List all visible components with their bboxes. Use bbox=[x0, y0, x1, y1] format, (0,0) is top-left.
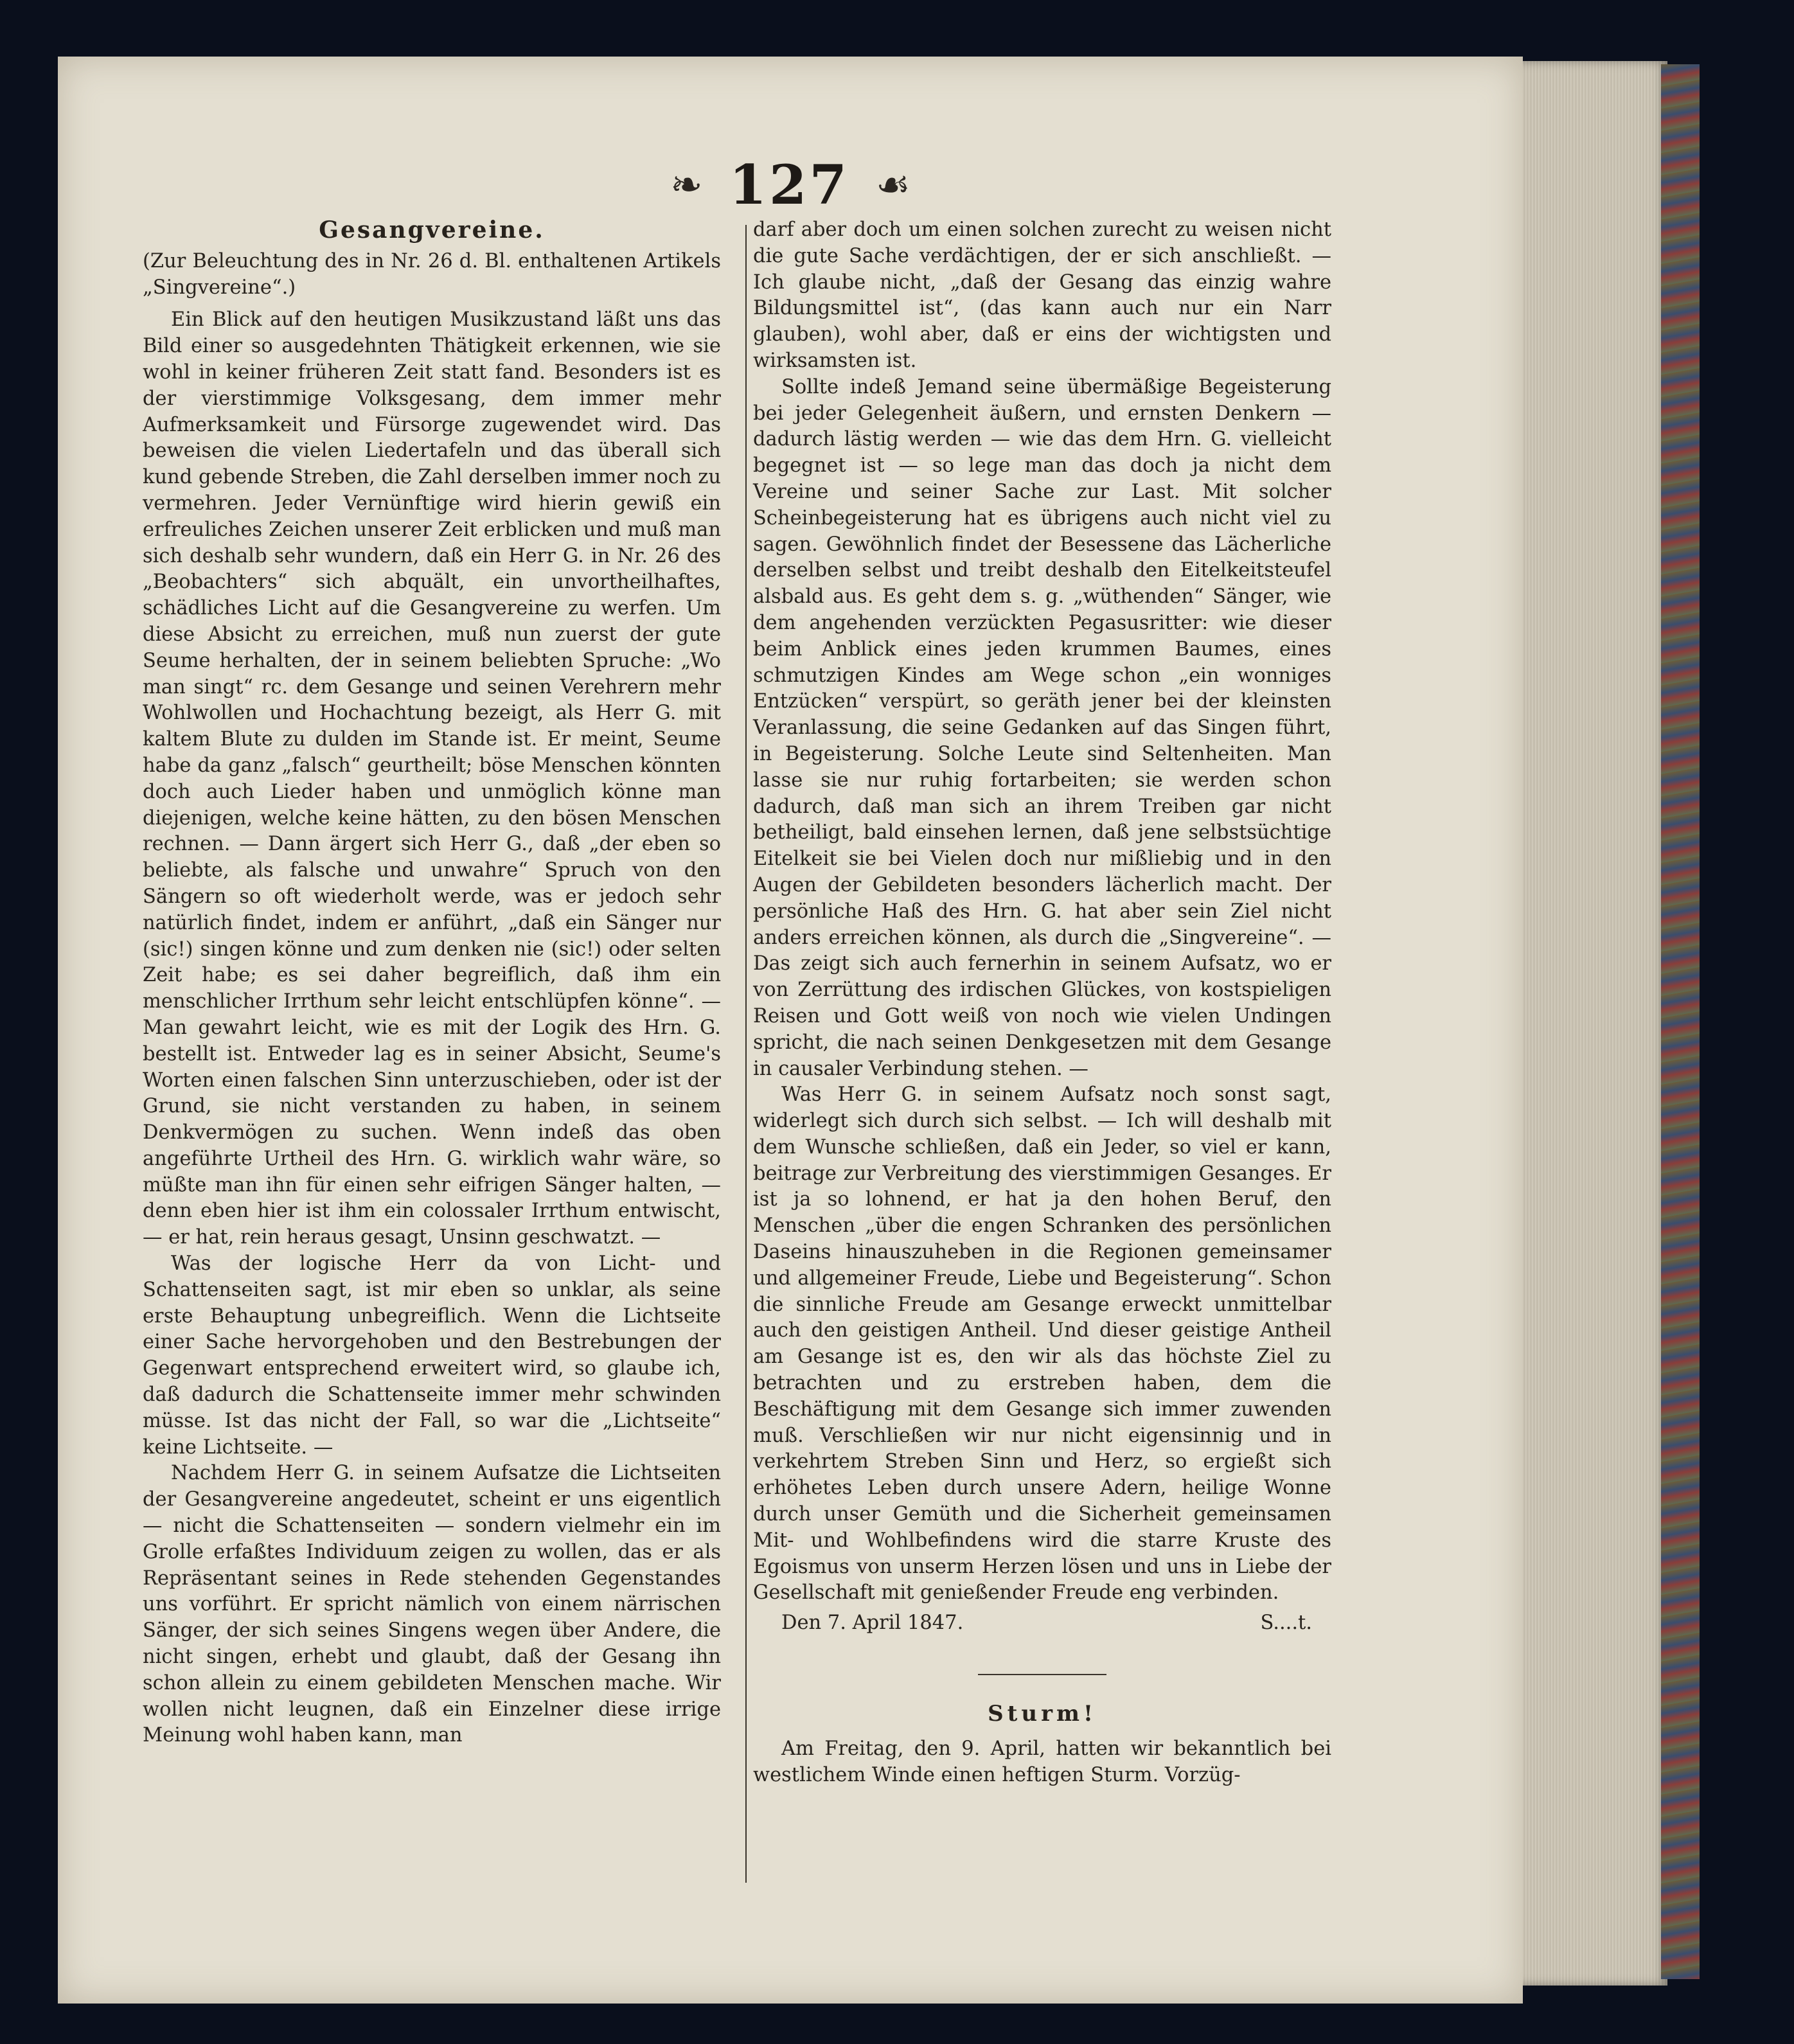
page-edges bbox=[1510, 61, 1667, 1986]
paragraph: Sollte indeß Jemand seine übermäßige Begeisterung bei jeder Gelegenheit äußern, und ernsten Denkern — dadurch lästig werden — wie das dem Hrn. G. vielleicht begegnet ist — so lege man das doch ja nicht dem Vereine und seiner Sache zur Last. Mit solcher Scheinbegeisterung hat es übrigens auch nicht viel zu sagen. Gewöhnlich findet der Besessene das Lächerliche derselben selbst und treibt deshalb den Eitelkeitsteufel alsbald aus. Es geht dem s. g. „wüthenden“ Sänger, wie dem angehenden verzückten Pegasusritter: wie dieser beim Anblick eines jeden krummen Baumes, eines schmutzigen Kindes am Wege schon „ein wonniges Entzücken“ verspürt, so geräth jener bei der kleinsten Veranlassung, die seine Gedanken auf das Singen führt, in Begeisterung. Solche Leute sind Seltenheiten. Man lasse sie nur ruhig fortarbeiten; sie werden schon dadurch, daß man sich an ihrem Treiben gar nicht betheiligt, bald einsehen lernen, daß jene selbstsüchtige Eitelkeit sie bei Vielen doch nur mißliebig und in den Augen der Gebildeten besonders lächerlich macht. Der persönliche Haß des Hrn. G. hat aber sein Ziel nicht anders erreichen können, als durch die „Singvereine“. — Das zeigt sich auch fernerhin in seinem Aufsatz, wo er von Zerrüttung des irdischen Glückes, von kostspieligen Reisen und Gott weiß von noch wie vielen Undingen spricht, die nach seinen Denkgesetzen mit dem Gesange in causaler Verbindung stehen. — bbox=[753, 375, 1331, 1080]
paragraph: darf aber doch um einen solchen zurecht zu weisen nicht die gute Sache verdächtigen, der er sich anschließt. — Ich glaube nicht, „daß der Gesang das einzig wahre Bildungsmittel ist“, (das kann auch nur ein Narr glauben), wohl aber, daß er eins der wichtigsten und wirksamsten ist. bbox=[753, 218, 1331, 372]
marbled-cover bbox=[1661, 64, 1700, 1979]
paragraph: Am Freitag, den 9. April, hatten wir bekanntlich bei westlichem Winde einen heftigen Sturm. Vorzüg- bbox=[753, 1737, 1331, 1786]
dateline bbox=[753, 1610, 1331, 1637]
ornament-right-icon: ☙ bbox=[876, 162, 910, 208]
article-signature: S....t. bbox=[1260, 1612, 1312, 1635]
article-date: Den 7. April 1847. bbox=[781, 1612, 964, 1635]
book-page bbox=[58, 57, 1523, 2004]
paragraph: Was Herr G. in seinem Aufsatz noch sonst sagt, widerlegt sich durch sich selbst. — Ich will deshalb mit dem Wunsche schließen, daß ein Jeder, so viel er kann, beitrage zur Verbreitung des vierstimmigen Gesanges. Er ist ja so lohnend, er hat ja den hohen Beruf, den Menschen „über die engen Schranken des persönlichen Daseins hinauszuheben in die Regionen gemeinsamer und allgemeiner Freude, Liebe und Begeisterung“. Schon die sinnliche Freude am Gesange erweckt unmittelbar auch den geistigen Antheil. Und dieser geistige Antheil am Gesange ist es, den wir als das höchste Ziel zu betrachten und zu erstreben haben, dem die Beschäftigung mit dem Gesange sich immer zuwenden muß. Verschließen wir nur nicht eigensinnig und in verkehrtem Streben Sinn und Herz, so ergießt sich erhöhetes Leben durch unsere Adern, heilige Wonne durch unser Gemüth und die Sicherheit gemeinsamen Mit- und Wohlbefindens wird die starre Kruste des Egoismus von unserm Herzen lösen und uns in Liebe der Gesellschaft mit genießender Freude eng verbinden. bbox=[753, 1083, 1331, 1604]
paragraph: Was der logische Herr da von Licht- und Schattenseiten sagt, ist mir eben so unklar, als seine erste Behauptung unbegreiflich. Wenn die Lichtseite einer Sache hervorgehoben und den Bestrebungen der Gegenwart entsprechend erweitert wird, so glaube ich, daß dadurch die Schattenseite immer mehr schwinden müsse. Ist das nicht der Fall, so war die „Lichtseite“ keine Lichtseite. — bbox=[143, 1252, 721, 1459]
page-number: 127 bbox=[729, 153, 849, 217]
article-title: Gesangvereine. bbox=[319, 217, 545, 244]
article-subtitle: (Zur Beleuchtung des in Nr. 26 d. Bl. enthaltenen Artikels „Singvereine“.) bbox=[143, 249, 721, 299]
ornament-left-icon: ❧ bbox=[670, 162, 703, 208]
paragraph: Nachdem Herr G. in seinem Aufsatze die Lichtseiten der Gesangvereine angedeutet, scheint er uns eigentlich — nicht die Schattenseiten — sondern vielmehr ein im Grolle erfaßtes Individuum zeigen zu wollen, das er als Repräsentant seines in Rede stehenden Gegenstandes uns vorführt. Er spricht nämlich von einem närrischen Sänger, der sich seines Singens wegen über Andere, die nicht singen, erhebt und glaubt, daß der Gesang ihn schon allein zu einem gebildeten Menschen mache. Wir wollen nicht leugnen, daß ein Einzelner diese irrige Meinung wohl haben kann, man bbox=[143, 1462, 721, 1747]
section-separator bbox=[978, 1674, 1106, 1675]
page-header bbox=[58, 153, 1523, 217]
column-left bbox=[143, 217, 721, 1749]
article-title-2: Sturm! bbox=[988, 1701, 1097, 1727]
paragraph: Ein Blick auf den heutigen Musikzustand läßt uns das Bild einer so ausgedehnten Thätigkeit erkennen, wie sie wohl in keiner früheren Zeit statt fand. Besonders ist es der vierstimmige Volksgesang, dem immer mehr Aufmerksamkeit und Fürsorge zugewendet wird. Das beweisen die vielen Liedertafeln und das überall sich kund gebende Streben, die Zahl derselben immer noch zu vermehren. Jeder Vernünftige wird hierin gewiß ein erfreuliches Zeichen unserer Zeit erblicken und muß man sich deshalb sehr wundern, daß ein Herr G. in Nr. 26 des „Beobachters“ sich abquält, ein unvortheilhaftes, schädliches Licht auf die Gesangvereine zu werfen. Um diese Absicht zu erreichen, muß nun zuerst der gute Seume herhalten, der in seinem beliebten Spruche: „Wo man singt“ rc. dem Gesange und seinen Verehrern mehr Wohlwollen und Hochachtung bezeigt, als Herr G. mit kaltem Blute zu dulden im Stande ist. Er meint, Seume habe da ganz „falsch“ geurtheilt; böse Menschen könnten doch auch Lieder haben und unmöglich könne man diejenigen, welche keine hätten, zu den bösen Menschen rechnen. — Dann ärgert sich Herr G., daß „der eben so beliebte, als falsche und unwahre“ Spruch von den Sängern so oft wiederholt werde, was er jedoch sehr natürlich findet, indem er anführt, „daß ein Sänger nur (sic!) singen könne und zum denken nie (sic!) oder selten Zeit habe; es sei daher begreiflich, daß ihm ein menschlicher Irrthum sehr leicht entschlüpfen könne“. — Man gewahrt leicht, wie es mit der Logik des Hrn. G. bestellt ist. Entweder lag es in seiner Absicht, Seume's Worten einen falschen Sinn unterzuschieben, oder ist der Grund, sie nicht verstanden zu haben, in seinem Denkvermögen zu suchen. Wenn indeß das oben angeführte Urtheil des Hrn. G. wirklich wahr wäre, so müßte man ihn für einen sehr eifrigen Sänger halten, — denn eben hier ist ihm ein colossaler Irrthum entwischt, — er hat, rein heraus gesagt, Unsinn geschwatzt. — bbox=[143, 308, 721, 1249]
column-right bbox=[753, 217, 1331, 1788]
column-rule bbox=[745, 225, 747, 1883]
